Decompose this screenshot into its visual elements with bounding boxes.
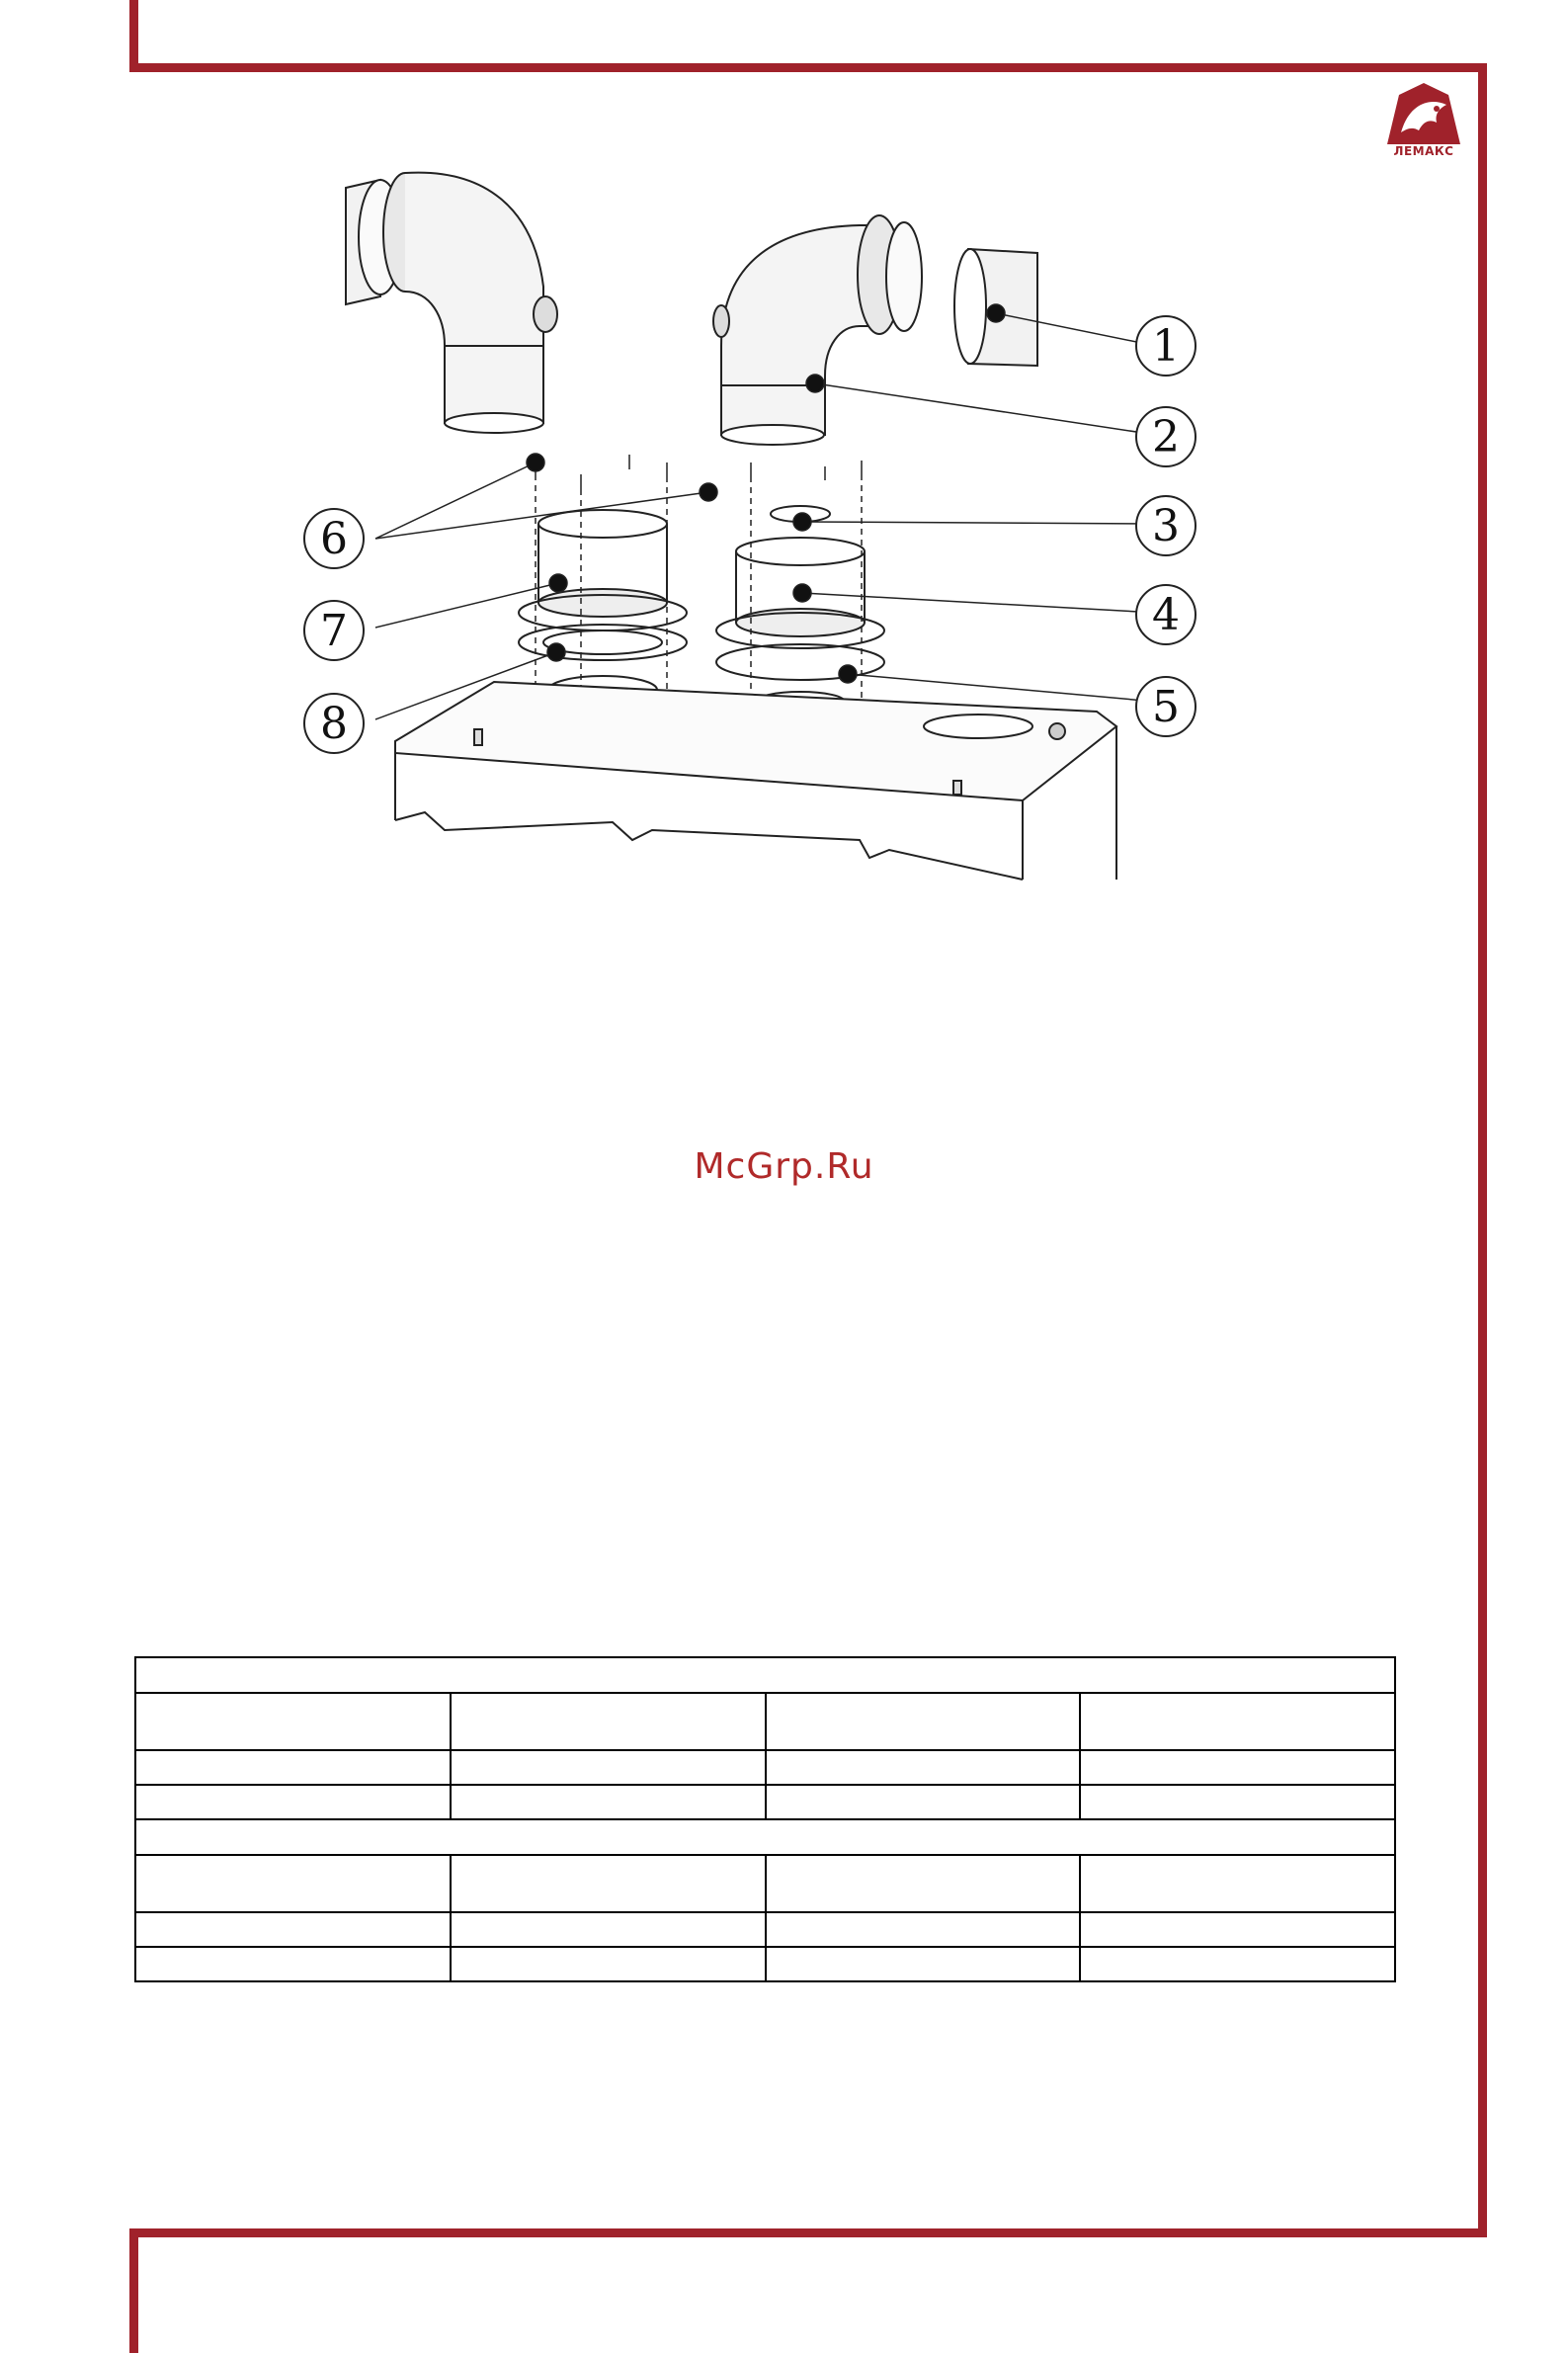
table-cell (451, 1693, 766, 1750)
callout-6 (304, 509, 364, 568)
table-cell (766, 1912, 1081, 1947)
table-cell (451, 1912, 766, 1947)
table-cell (1080, 1912, 1395, 1947)
svg-text:7: 7 (320, 606, 348, 656)
svg-text:6: 6 (320, 514, 348, 564)
table-cell (766, 1855, 1081, 1912)
svg-text:4: 4 (1152, 590, 1180, 640)
table-cell (135, 1657, 1395, 1693)
callout-8 (304, 694, 364, 753)
frame-left-top (129, 0, 138, 72)
table-section-header (135, 1819, 1395, 1855)
chimney-adapter-exploded-diagram (287, 148, 1225, 899)
spec-table (134, 1656, 1396, 1982)
table-cell (135, 1947, 451, 1981)
table-cell (451, 1947, 766, 1981)
table-cell (135, 1785, 451, 1819)
table-section-header (135, 1657, 1395, 1693)
svg-text:1: 1 (1152, 321, 1180, 372)
table-cell (451, 1750, 766, 1785)
table-row (135, 1785, 1395, 1819)
brand-logo-text: ЛЕМАКС (1393, 144, 1454, 158)
table-row (135, 1912, 1395, 1947)
callout-7 (304, 601, 364, 660)
table-cell (135, 1819, 1395, 1855)
table-cell (766, 1785, 1081, 1819)
table-row (135, 1750, 1395, 1785)
callout-2 (1136, 407, 1196, 466)
table-cell (135, 1693, 451, 1750)
frame-bottom (129, 2228, 1487, 2237)
svg-text:5: 5 (1152, 682, 1180, 732)
table-cell (766, 1750, 1081, 1785)
table-cell (135, 1912, 451, 1947)
table-cell (1080, 1693, 1395, 1750)
svg-text:3: 3 (1152, 501, 1180, 551)
svg-text:2: 2 (1152, 412, 1180, 462)
table-cell (135, 1855, 451, 1912)
table-cell (1080, 1855, 1395, 1912)
callout-4 (1136, 585, 1196, 644)
boiler-top-panel (395, 682, 1116, 880)
table-cell (1080, 1947, 1395, 1981)
watermark-text: McGrp.Ru (694, 1146, 874, 1187)
table-cell (451, 1855, 766, 1912)
table-cell (766, 1947, 1081, 1981)
svg-text:8: 8 (320, 699, 348, 749)
frame-left-bottom (129, 2228, 138, 2353)
table-cell (1080, 1785, 1395, 1819)
table-cell (766, 1693, 1081, 1750)
left-adapter-assembly (519, 510, 687, 704)
table-header-row (135, 1693, 1395, 1750)
callout-1 (1136, 316, 1196, 376)
table-cell (1080, 1750, 1395, 1785)
callout-5 (1136, 677, 1196, 736)
table-header-row (135, 1855, 1395, 1912)
left-elbow-pipe (346, 173, 557, 433)
frame-top (129, 63, 1487, 72)
table-row (135, 1947, 1395, 1981)
table-cell (451, 1785, 766, 1819)
table-cell (135, 1750, 451, 1785)
callout-3 (1136, 496, 1196, 555)
